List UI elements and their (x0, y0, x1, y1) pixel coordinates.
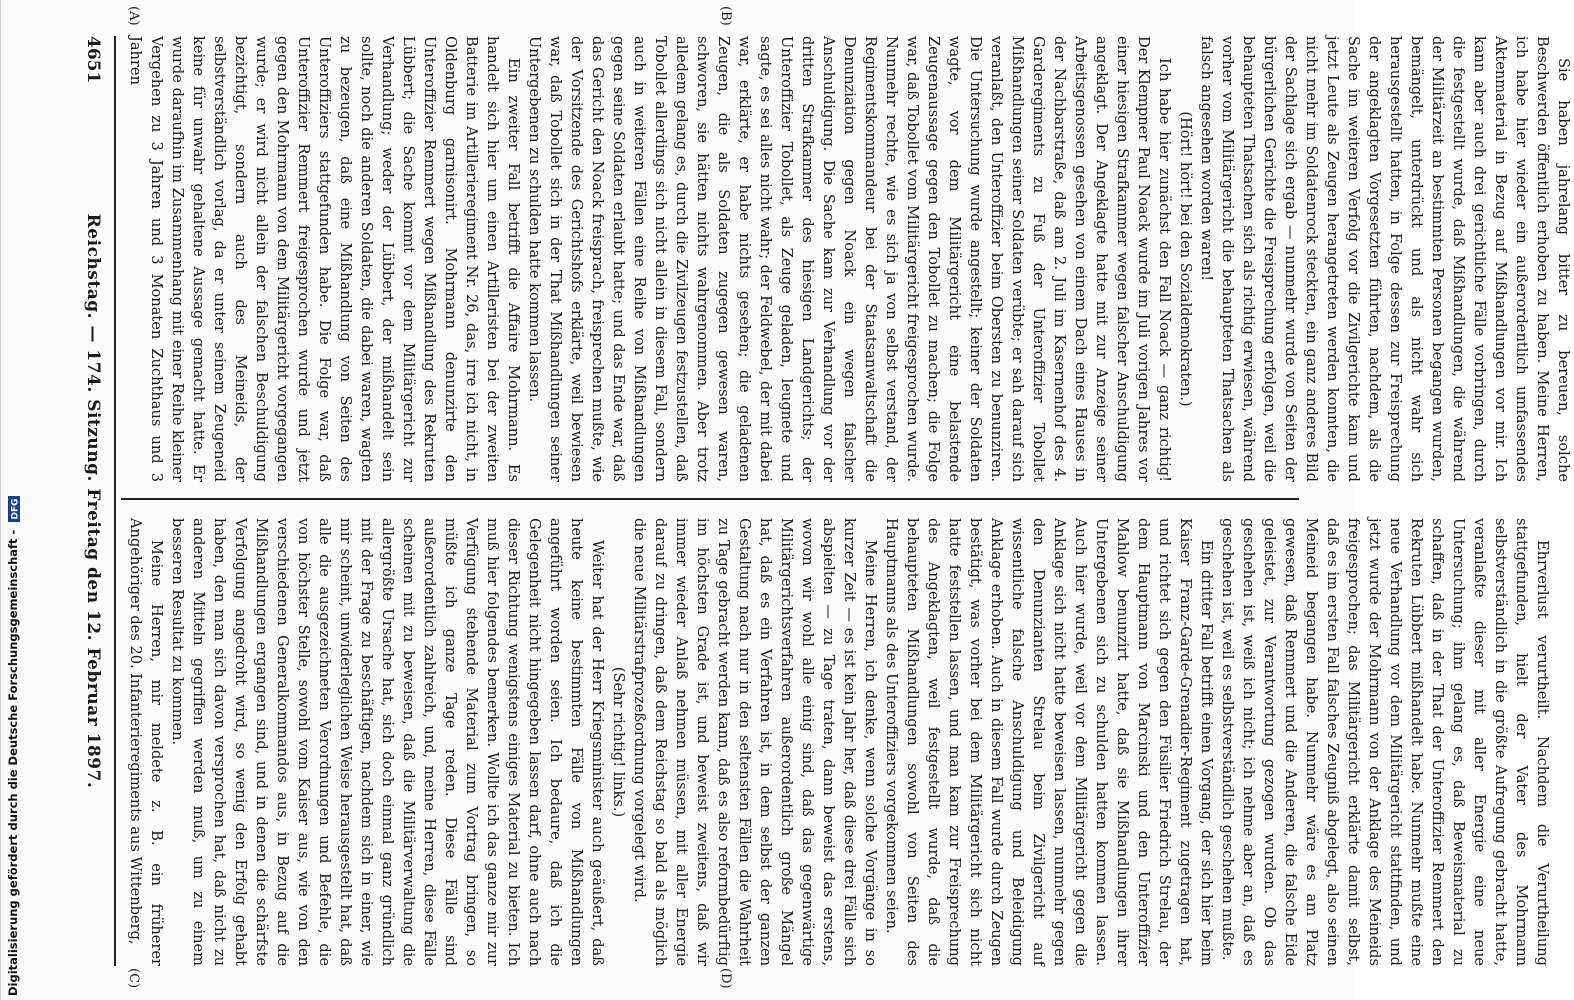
rotated-newspaper-page (1, 0, 1572, 1000)
paragraph: Meine Herren, ich denke, wenn solche Vorgänge in so kurzer Zeit — es ist kein Jahr her, daß diese drei Fälle sich abspielten — zu Tage traten, dann beweist das erstens, wovon wir wohl alle einig sind, daß das gegenwärtige Militärgerichtsverfahren außerordentlich große Mängel hat, daß es ein Verfahren ist, in dem selbst der ganzen Gestaltung nach nur in den seltensten Fällen die Wahrheit zu Tage gebracht werden kann, daß es also reformbedürftig im höchsten Grade ist, und beweist zweitens, daß wir immer wieder Anlaß nehmen müssen, mit aller Energie darauf zu dringen, daß dem Reichstag so bald als möglich die neue Militärstrafprozeßordnung vorgelegt wird. (631, 518, 879, 966)
dfg-logo (8, 496, 20, 522)
text-column-left (125, 36, 1572, 482)
interjection: (Sehr richtig! links.) (610, 666, 627, 818)
margin-marker-b: (B) (718, 6, 733, 26)
funding-text: Digitalisierung gefördert durch die Deutsche Forschungsgemeinschaft - (6, 529, 20, 996)
session-title: Reichstag. — 174. Sitzung. Freitag den 12. Februar 1897. (83, 213, 103, 789)
paragraph: Ein dritter Fall betrifft einen Vorgang, der sich hier beim Kaiser Franz-Garde-Grenadier-Regiment zugetragen hat, und richtet sich gegen den Füsilier Friedrich Strelau, der dem Hauptmann von Marcinski und den Unteroffizier Mahlow benunzirt hatte, daß sie Mißhandlungen ihrer Untergebenen sich zu schulden hatten kommen lassen. Auch hier wurde, weil vor dem Militärgericht gegen die Anklage sich nicht hatte beweisen lassen, nunmehr gegen den Denunzianten Strelau beim Zivilgericht auf wissentliche falsche Anschuldigung und Beleidigung Anklage erhoben. Auch in diesem Fall wurde durch Zeugen bestätigt, was vorher bei dem Militärgericht sich nicht hatte feststellen lassen, und man kam zur Freisprechung des Angeklagten, weil festgestellt wurde, daß die behaupteten Mißhandlungen sowohl von Seiten des Hauptmanns als des Unteroffiziers vorgekommen seien. (883, 518, 1215, 966)
paragraph: Meine Herren, mir meldete z. B. ein früherer Angehöriger des 20. Infanterieregiments aus Wittenberg, (127, 518, 165, 966)
page-header (71, 36, 105, 966)
margin-marker-d: (D) (718, 968, 733, 989)
text-column-right (125, 518, 1551, 966)
paragraph: Ein zweiter Fall betrifft die Affaire Mohrmann. Es handelt sich hier um einen Artilleristen bei der zweiten Batterie im Artillerieregiment Nr. 26, das, irre ich nicht, in Oldenburg garnisonirt. Mohrmann denunzirte den Unteroffizier Remmert wegen Mißhandlung des Rekruten Lübbert; die Sache kommt vor dem Militärgericht zur Verhandlung; weder der Lübbert, der mißhandelt sein sollte, noch die anderen Soldaten, die dabei waren, wagten zu bezeugen, daß eine Mißhandlung von Seiten des Unteroffiziers stattgefunden habe. Die Folge war, daß Unteroffizier Remmert freigesprochen wurde und jetzt gegen den Mohrmann von dem Militärgericht vorgegangen wurde; er wird nicht allein der falschen Beschuldigung bezichtigt, sondern auch des Meineids, der selbstverständlich vorlag, da er unter seinem Zeugeneid keine für unwahr gehaltene Aussage gemacht hatte. Er wurde daraufhin im Zusammenhang mit einer Reihe kleiner Vergehen zu 3 Jahren und 3 Monaten Zuchthaus und 3 Jahren (127, 36, 522, 482)
header-rule (114, 36, 116, 966)
column-divider (121, 498, 1299, 500)
paragraph: Ehrverlust verurtheilt. Nachdem die Verurtheilung stattgefunden, hielt der Vater des Mohrmann selbstverständlich in die größte Aufregung gebracht hatte, veranlaßte dieser mit aller Energie eine neue Untersuchung; ihm gelang es, daß Beweismaterial zu schaffen, daß in der That der Unteroffizier Remmert den Rekruten Lübbert mißhandelt habe. Nunmehr mußte eine neue Verhandlung vor dem Militärgericht stattfinden, und jetzt wurde der Mohrmann von der Anklage des Meineids freigesprochen; das Militärgericht erklärte damit selbst, daß es im ersten Fall falsches Zeugniß abgelegt, also seinen Meineid begangen habe. Nunmehr wäre es am Platz gewesen, daß Remmert und die Anderen, die falsche Eide geleistet, zur Verantwortung gezogen wurden. Ob das geschehen ist, weiß ich nicht; ich nehme aber an, daß es geschehen ist, weil es selbstverständlich geschehen mußte. (1219, 518, 1551, 966)
funding-footer (6, 6, 26, 996)
svg-text:DFG: DFG (10, 498, 20, 520)
margin-marker-a: (A) (126, 6, 141, 26)
interjection: (Hört! hört! bei den Sozialdemokraten.) (1177, 111, 1194, 407)
page-number: 4651 (83, 36, 103, 84)
paragraph: Weiter hat der Herr Kriegsminister auch geäußert, daß heute keine bestimmten Fälle von Mißhandlungen angeführt worden seien. Ich bedaure, daß ich die Gelegenheit nicht hingegeben lassen darf, ohne auch nach dieser Richtung wenigstens einiges Material zu bieten. Ich muß hier folgendes bemerken. Wollte ich das ganze mir zur Verfügung stehende Material zum Vortrag bringen, so müßte ich ganze Tage reden. Diese Fälle sind außerordentlich zahlreich, und, meine Herren, diese Fälle scheinen mit zu beweisen, daß die Militärverwaltung die allergrößte Ursache hat, sich doch einmal ganz gründlich mit der Frage zu beschäftigen, nachdem sich in einer, wie mir scheint, unwiderleglichen Weise herausgestellt hat, daß alle die ausgezeichneten Verordnungen und Befehle, die von höchster Stelle, sowohl vom Kaiser aus, wie von den verschiedenen Generalkommandos aus, in Bezug auf die Mißhandlungen ergangen sind, und in denen die schärfste Verfolgung angedroht wird, so wenig den Erfolg gehabt haben, den man sich davon versprochen hat, daß nicht zu anderen Mitteln gegriffen werden muß, um zu einem besseren Resultat zu kommen. (169, 518, 606, 966)
paragraph: Ich habe hier zunächst den Fall Noack — ganz richtig! Der Klempner Paul Noack wurde im Juli vorigen Jahres vor einer hiesigen Strafkammer wegen falscher Anschuldigung angeklagt. Der Angeklagte hatte mit zur Anzeige seiner Arbeitsgenossen gesehen von einem Dach eines Hauses in der Nachbarstraße, daß am 2. Juli im Kasernenhof des 4. Garderegiments zu Fuß der Unteroffizier Tobollet Mißhandlungen seiner Soldaten verübte; er sah darauf sich veranlaßt, den Unteroffizier beim Obersten zu benunziren. Die Untersuchung wurde angestellt; keiner der Soldaten wagte, vor dem Militärgericht eine belastende Zeugenaussage gegen den Tobollet zu machen; die Folge war, daß Tobollet vom Militärgericht freigesprochen wurde. Nunmehr rechte, wie es sich ja von selbst verstand, der Regimentskommandeur bei der Staatsanwaltschaft die Denunziation gegen Noack ein wegen falscher Anschuldigung. Die Sache kam zur Verhandlung vor der dritten Strafkammer des hiesigen Landgerichts; der Unteroffizier Tobollet, als Zeuge geladen, leugnete und sagte, es sei alles nicht wahr; der Feldwebel, der mit dabei war, erklärte, er habe nichts gesehen; die geladenen Zeugen, die als Soldaten zugegen gewesen waren, schworen, sie hätten nichts wahrgenommen. Aber trotz alledem gelang es, durch die Zivilzeugen festzustellen, daß Tobollet allerdings sich nicht allein in diesem Fall, sondern auch in weiteren Fällen eine Reihe von Mißhandlungen gegen seine Soldaten erlaubt hatte; und das Ende war, daß das Gericht den Noack freisprach, freisprechen mußte, wie der Vorsitzende des Gerichtshofs erklärte, weil bewiesen war, daß Tobollet sich in der That Mißhandlungen seiner Untergebenen zu schulden hatte kommen lassen. (526, 36, 1173, 482)
paragraph: Sie haben jahrelang bitter zu bereuen, solche Beschwerden öffentlich erhoben zu haben. Meine Herren, ich habe hier wieder ein außerordentlich umfassendes Aktenmaterial in Bezug auf Mißhandlungen vor mir. Ich kann aber auch drei gerichtliche Fälle vorbringen, durch die festgestellt wurde, daß Mißhandlungen, die während der Militärzeit an bestimmten Personen begangen wurden, bemängelt, unterdrückt und als nicht wahr sich herausgestellt hatten, in Folge dessen zur Freisprechung der angeklagten Vorgesetzten führten, nachdem, als die Sache im weiteren Verfolg vor die Zivilgerichte kam und jetzt Leute als Zeugen herangetreten werden konnten, die nicht mehr im Soldatenrock steckten, ein ganz anderes Bild der Sachlage sich ergab — nunmehr wurde von Seiten der bürgerlichen Gerichte die Freisprechung erfolgen, weil die behaupteten Thatsachen sich als richtig erwiesen, während vorher vom Militärgericht die behaupteten Thatsachen als falsch angesehen worden waren! (1198, 36, 1572, 482)
margin-marker-c: (C) (126, 968, 141, 989)
